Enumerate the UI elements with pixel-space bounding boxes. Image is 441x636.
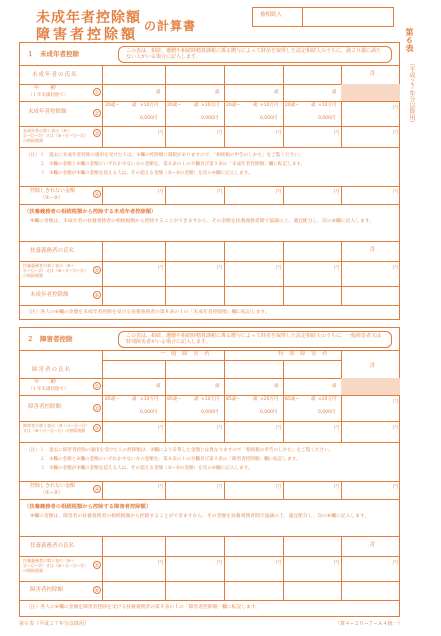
sec2-yen: 円 [217, 425, 223, 431]
sec2-yen: 円 [158, 425, 164, 431]
sec1-yen: 円 [276, 189, 282, 195]
s1-transfer-note: ④欄の金額は、未成年者の扶養義務者の相続税額から控除することができますから、その金額を扶養義務者間で協議の上、適宜配分し、次の⑥欄に記入します。 [30, 219, 375, 224]
circled-1: ② [94, 406, 100, 412]
circled-4: ⑤ [94, 268, 100, 274]
side-note: （平成２７年分以降用） [408, 60, 415, 126]
sec2-yen: 円 [276, 484, 282, 490]
s1-c2: ② [94, 111, 100, 117]
s1-applied: 未成年者控除額 [30, 292, 69, 298]
sec2-yen: 円 [393, 484, 399, 490]
sec2-calc-a: 85歳− [105, 397, 119, 402]
sec2-calc-d: 0,000円 [140, 410, 158, 415]
sec2-total: 計 [370, 542, 376, 548]
sec2-row-excess-sub: （②−③） [40, 490, 64, 496]
sec2-total: 計 [370, 363, 376, 369]
sec1-yen: 円 [334, 130, 340, 136]
sec2-calc-a: 85歳− [167, 397, 181, 402]
sec2-yen: 円 [158, 560, 164, 566]
sec2-age-unit: 歳 [156, 384, 161, 389]
sec1-calc-b: 歳 [132, 103, 137, 108]
s2-col-general: 一 般 障 害 者 [160, 351, 210, 357]
sec2-yen: 円 [158, 484, 164, 490]
sec2-calc-c2: ×20万円 [260, 397, 279, 402]
section2-note: この表は、相続、遺贈や相続時精算課税に係る贈与によって財産を取得した法定相続人のうちに、一般障害者又は特別障害者がいる場合に記入します。 [126, 333, 382, 345]
sec1-yen: 円 [158, 189, 164, 195]
sec1-calc-d: 0,000円 [318, 116, 336, 121]
s1-label-age-a: 年 齢 [34, 85, 57, 91]
section1-note: この表は、相続、遺贈や相続時精算課税に係る贈与によって財産を取得した法定相続人のうちに、満２０歳に満たない人がいる場合に記入します。 [126, 48, 382, 60]
s1-total-label: 計 [370, 71, 376, 77]
sec1-age-unit: 歳 [215, 90, 220, 95]
circled-2: ③ [94, 426, 100, 432]
s1-c3: ③ [94, 131, 100, 137]
sec2-yen: 円 [393, 560, 399, 566]
sec1-yen: 円 [393, 105, 399, 111]
sec2-calc-c: ×10万円 [201, 397, 220, 402]
s1-note1: （注）１ 過去に未成年者控除の適用を受けた人は、②欄の控除額に制限がありますので、「相続税の申告のしかた」をご覧ください。 [26, 153, 304, 158]
circled-3: ④ [94, 487, 100, 493]
sec2-calc-b: 歳 [132, 397, 137, 402]
sec1-yen: 円 [334, 265, 340, 271]
circled-3: ④ [94, 192, 100, 198]
sec1-row-excess-sub: （②−③） [40, 195, 64, 201]
sec2-yen: 円 [276, 425, 282, 431]
sec1-calc-d: 0,000円 [260, 116, 278, 121]
sec1-calc-d: 0,000円 [201, 116, 219, 121]
sec1-yen: 円 [393, 189, 399, 195]
sec1-calc-a: 20歳− [285, 103, 299, 108]
sec2-transfer-note: ④欄の金額は、障害者の扶養義務者の相続税額から控除することができますから、その金額を扶養義務者間で協議の上、適宜配分し、次の⑥欄に記入します。 [30, 514, 370, 519]
circled-5: ⑥ [94, 588, 100, 594]
sec2-yen: 円 [217, 560, 223, 566]
sec2-calc-b: 歳 [253, 397, 258, 402]
section2-heading: ２ 障害者控除 [27, 335, 73, 343]
s1-c1: ① [94, 90, 100, 96]
sec1-yen: 円 [158, 130, 164, 136]
sec1-total: 計 [370, 247, 376, 253]
sec2-age-unit: 歳 [215, 384, 220, 389]
sec1-calc-b: 歳 [253, 103, 258, 108]
sec2-row-obligor: 扶養義務者の氏名 [30, 543, 75, 549]
sec2-calc-a: 85歳− [226, 397, 240, 402]
s1-note3: ３ ②欄の金額が③欄の金額を超える人は、その超える金額（②−③の金額）を次の④欄に記入します。 [40, 171, 253, 176]
s2-label-name: 障害者の氏名 [32, 367, 72, 373]
sec1-calc-c: ×10万円 [201, 103, 220, 108]
sec1-age-unit: 歳 [274, 90, 279, 95]
sec2-row-age-a: 年 齢 [34, 379, 57, 385]
sec2-yen: 円 [393, 425, 399, 431]
sec2-calc-c2: ×20万円 [318, 397, 337, 402]
sec1-calc-c: ×10万円 [140, 103, 159, 108]
section2-frame [19, 327, 400, 617]
s1-footer: （注）各人の⑥欄の金額を未成年者控除を受ける扶養義務者の第８表の１の「未成年者控除額」欄に転記します。 [26, 310, 270, 315]
sec2-yen: 円 [334, 484, 340, 490]
s1-note2: ２ ②欄の金額と③欄の金額のいずれか少ない方の金額を、第８表の１の⑫欄及び第９表の「未成年者控除額」欄に転記します。 [40, 162, 306, 167]
s1-obligor-name: 扶養義務者の氏名 [30, 248, 75, 254]
sec2-age-unit: 歳 [332, 384, 337, 389]
sec1-yen: 円 [276, 265, 282, 271]
circled-0: ① [94, 384, 100, 390]
section1-heading: １ 未成年者控除 [27, 50, 79, 58]
sec2-yen: 円 [217, 484, 223, 490]
sec1-yen: 円 [334, 189, 340, 195]
s1-obligor-tax: 扶養義務者の第１表の（⑨＋⑪−⑫−⑬）又は（⑩＋⑪−⑫−⑬）の相続税額 [23, 263, 88, 278]
sec2-calc-b: 歳 [311, 397, 316, 402]
s1-transfer-title: （扶養義務者の相続税額から控除する未成年者控除額） [24, 209, 157, 215]
sec2-calc-a: 85歳− [285, 397, 299, 402]
sec2-row-limit: 障害者の第１表の（⑨＋⑪−⑫−⑬）又は（⑩＋⑪−⑫−⑬）の相続税額 [23, 423, 90, 433]
sec1-calc-b: 歳 [311, 103, 316, 108]
sec2-row-applied: 障害者控除額 [30, 587, 64, 593]
sec1-calc-c: ×10万円 [318, 103, 337, 108]
title-line1: 未成年者控除額 [36, 10, 141, 26]
sec1-yen: 円 [217, 130, 223, 136]
s1-label-age-b: （１年未満切捨て） [28, 93, 69, 98]
sec2-notes-1: ２ ②欄の金額と③欄の金額のいずれか少ない方の金額を、第８表の１の⑬欄及び第９表の「障害者控除額」欄に転記します。 [40, 457, 301, 462]
title-line2: 障害者控除額 [36, 27, 138, 43]
sec2-row-age-b: （１年未満切捨て） [28, 387, 69, 392]
sec1-yen: 円 [276, 130, 282, 136]
page-footer-left: 第６表（平成２７年分以降用） [19, 621, 90, 627]
sec1-calc-a: 20歳− [167, 103, 181, 108]
sec2-calc-b: 歳 [194, 397, 199, 402]
sec1-calc-d: 0,000円 [140, 116, 158, 121]
sec1-calc-a: 20歳− [226, 103, 240, 108]
sec1-yen: 円 [217, 265, 223, 271]
page-footer-right: （資４−２０−７−Ａ４統一） [335, 621, 403, 627]
sec2-footer: （注）各人の⑥欄の金額を障害者控除を受ける扶養義務者の第８表の１の「障害者控除額」欄に転記します。 [26, 605, 261, 610]
title-suffix: の計算書 [144, 19, 197, 33]
s1-label-limit: 未成年者の第１表の（⑨＋⑪−⑫−⑬）又は（⑩＋⑪−⑫−⑬）の相続税額 [23, 128, 88, 143]
sec1-calc-c: ×10万円 [260, 103, 279, 108]
sec1-calc-a: 20歳− [105, 103, 119, 108]
s1-excess: 控除しきれない金額 [30, 188, 76, 194]
s2-col-special: 特 別 障 害 者 [278, 351, 328, 357]
sec1-yen: 円 [393, 265, 399, 271]
sec1-age-unit: 歳 [332, 90, 337, 95]
sec2-yen: 円 [276, 560, 282, 566]
sec2-notes-2: ３ ②欄の金額が③欄の金額を超える人は、その超える金額（②−③の金額）を次の④欄に記入します。 [40, 466, 253, 471]
circled-4: ⑤ [94, 563, 100, 569]
sec1-calc-b: 歳 [194, 103, 199, 108]
sec1-age-unit: 歳 [156, 90, 161, 95]
sec2-row-obligor-tax: 扶養義務者の第１表の（⑨＋⑪−⑫−⑬）又は（⑩＋⑪−⑫−⑬）の相続税額 [23, 558, 88, 573]
sec1-yen: 円 [217, 189, 223, 195]
sec1-yen: 円 [393, 130, 399, 136]
side-form-no: 第６表 [405, 28, 414, 52]
sec2-calc-d: 0,000円 [201, 410, 219, 415]
s1-label-name: 未成年者の氏名 [32, 72, 78, 78]
sec2-notes-0: （注）１ 過去に障害者控除の適用を受けた人の控除額は、②欄により計算した金額とは異なりますので「相続税の申告のしかた」をご覧ください。 [26, 448, 334, 453]
sec2-row-excess: 控除しきれない金額 [30, 483, 76, 489]
s2-label-deduct: 障害者控除額 [28, 404, 62, 410]
sec2-calc-c: ×10万円 [140, 397, 159, 402]
decedent-name-label: 被相続人 [260, 12, 283, 18]
circled-5: ⑥ [94, 293, 100, 299]
sec2-calc-d: 0,000円 [260, 410, 278, 415]
sec2-yen: 円 [393, 399, 399, 405]
sec1-yen: 円 [158, 265, 164, 271]
sec2-age-unit: 歳 [274, 384, 279, 389]
sec2-transfer-title: （扶養義務者の相続税額から控除する障害者控除額） [24, 504, 152, 510]
sec2-calc-d: 0,000円 [318, 410, 336, 415]
sec2-yen: 円 [334, 425, 340, 431]
s1-label-deduct: 未成年者控除額 [28, 109, 67, 115]
sec2-yen: 円 [334, 560, 340, 566]
